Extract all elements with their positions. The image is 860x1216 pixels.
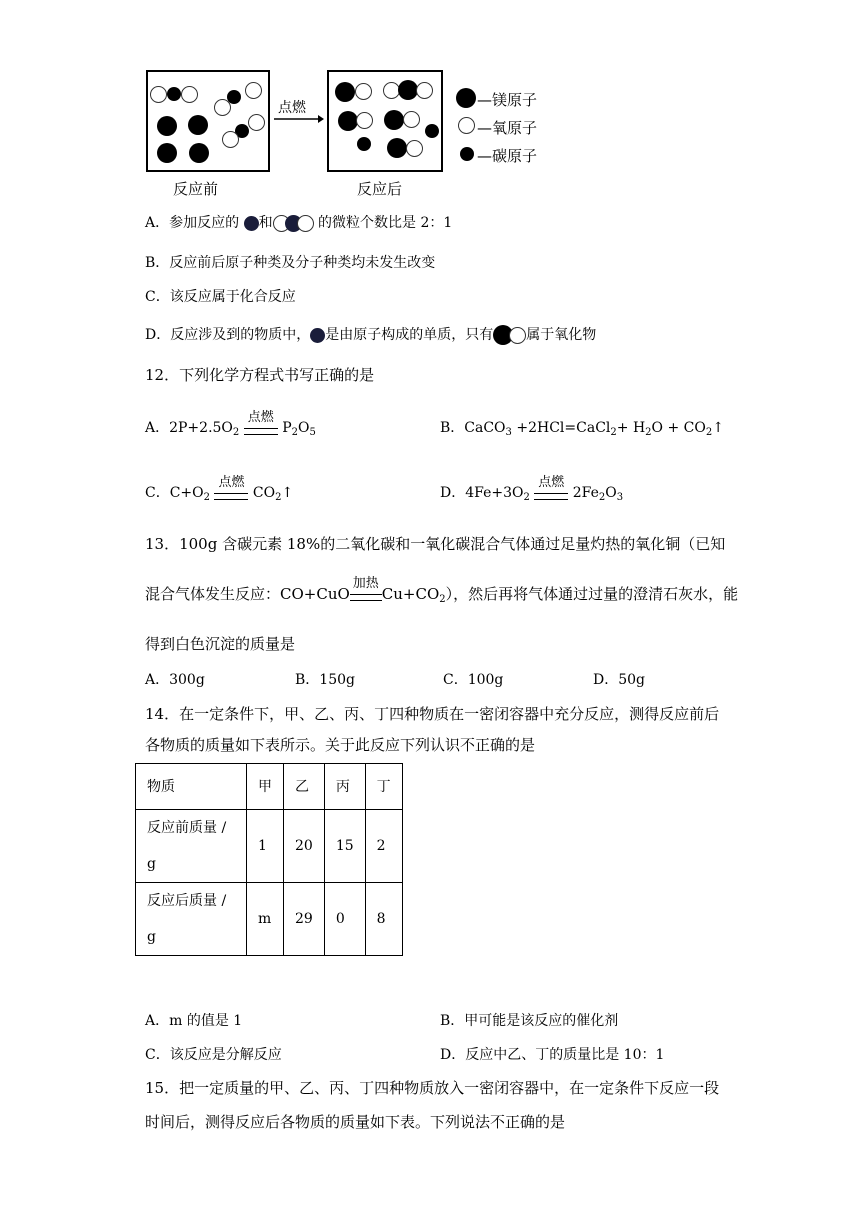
arrow-label: 点燃 — [278, 100, 306, 116]
legend-magnesium: —镁原子 — [477, 91, 538, 109]
table-cell: m — [247, 883, 284, 956]
table-cell: 8 — [365, 883, 402, 956]
q12-option-d[interactable]: D．$4Fe+3O_2$ 点燃 $2Fe_2O_3$ — [440, 475, 624, 503]
magnesium-atom — [384, 110, 404, 130]
before-label: 反应前 — [173, 180, 219, 198]
arrow-icon — [274, 114, 324, 124]
oxygen-atom — [181, 86, 198, 103]
magnesium-atom — [338, 111, 358, 131]
table-cell: 15 — [324, 810, 365, 883]
q11-option-a[interactable]: A．参加反应的 和 的微粒个数比是 2：1 — [145, 215, 453, 231]
table-header-row — [136, 764, 403, 810]
table-cell: 0 — [324, 883, 365, 956]
q14-option-c[interactable]: C．该反应是分解反应 — [145, 1047, 282, 1063]
oxygen-atom — [245, 82, 262, 99]
oxygen-legend-atom — [458, 117, 475, 134]
carbon-atom — [167, 87, 181, 101]
magnesium-particle-icon — [310, 328, 325, 343]
carbon-legend-atom — [460, 147, 474, 161]
q14-line-1: 14．在一定条件下，甲、乙、丙、丁四种物质在一密闭容器中充分反应，测得反应前后 — [145, 705, 720, 723]
q14-option-a[interactable]: A．m 的值是 1 — [145, 1013, 243, 1029]
reaction-condition: 点燃 — [214, 483, 248, 503]
carbon-atom — [425, 124, 439, 138]
q12-option-a[interactable]: A．$2P+2.5O_2$ 点燃 $P_2O_5$ — [145, 410, 316, 438]
carbon-atom — [357, 137, 371, 151]
magnesium-atom — [335, 82, 355, 102]
q13-option-a[interactable]: A．300g — [145, 672, 205, 688]
magnesium-atom — [189, 143, 209, 163]
q11-option-d[interactable]: D．反应涉及到的物质中， 是由原子构成的单质，只有 属于氧化物 — [145, 327, 597, 343]
q15-line-2: 时间后，测得反应后各物质的质量如下表。下列说法不正确的是 — [145, 1113, 566, 1131]
magnesium-atom — [188, 115, 208, 135]
q13-line-1: 13．100g 含碳元素 18%的二氧化碳和一氧化碳混合气体通过足量灼热的氧化铜（已知 — [145, 535, 726, 553]
q11-option-b[interactable]: B．反应前后原子种类及分子种类均未发生改变 — [145, 255, 436, 271]
magnesium-particle-icon — [244, 216, 259, 231]
magnesium-legend-atom — [456, 88, 476, 108]
q11-option-c[interactable]: C．该反应属于化合反应 — [145, 289, 296, 305]
q13-option-b[interactable]: B．150g — [295, 672, 355, 688]
table-cell: 1 — [247, 810, 284, 883]
table-cell: 乙 — [284, 764, 325, 810]
oxygen-atom — [248, 114, 265, 131]
magnesium-oxide-icon — [493, 325, 526, 345]
magnesium-atom — [387, 138, 407, 158]
oxygen-atom — [150, 86, 167, 103]
oxygen-atom — [222, 131, 239, 148]
table-cell: 20 — [284, 810, 325, 883]
legend-oxygen: —氧原子 — [477, 119, 538, 137]
oxygen-atom — [356, 112, 373, 129]
reaction-condition: 点燃 — [244, 418, 278, 438]
q12-option-c[interactable]: C．$C+O_2$ 点燃 $CO_2↑$ — [145, 475, 294, 503]
q13-option-c[interactable]: C．100g — [443, 672, 504, 688]
oxygen-atom — [416, 82, 433, 99]
magnesium-atom — [157, 143, 177, 163]
oxygen-molecule-icon — [273, 213, 314, 233]
oxygen-atom — [214, 99, 231, 116]
table-cell: 丙 — [324, 764, 365, 810]
table-cell: 物质 — [136, 764, 247, 810]
magnesium-atom — [157, 116, 177, 136]
q12-stem: 12．下列化学方程式书写正确的是 — [145, 366, 375, 384]
q14-option-d[interactable]: D．反应中乙、丁的质量比是 10：1 — [440, 1047, 665, 1063]
mass-table — [135, 763, 403, 956]
table-cell: 甲 — [247, 764, 284, 810]
table-cell: 29 — [284, 883, 325, 956]
q14-option-b[interactable]: B．甲可能是该反应的催化剂 — [440, 1013, 619, 1029]
table-cell: 丁 — [365, 764, 402, 810]
q13-option-d[interactable]: D．50g — [593, 672, 646, 688]
table-cell: 2 — [365, 810, 402, 883]
table-cell: 反应后质量 / g — [136, 883, 247, 956]
reaction-condition: 点燃 — [534, 483, 568, 503]
oxygen-atom — [403, 111, 420, 128]
q15-line-1: 15．把一定质量的甲、乙、丙、丁四种物质放入一密闭容器中，在一定条件下反应一段 — [145, 1079, 720, 1097]
after-label: 反应后 — [357, 180, 403, 198]
q13-line-2: 混合气体发生反应：CO+CuO 加热 $Cu+CO_2$），然后再将气体通过过量的澄清石灰水，能 — [145, 576, 739, 605]
q13-line-3: 得到白色沉淀的质量是 — [145, 635, 296, 653]
table-row — [136, 810, 403, 883]
oxygen-atom — [355, 83, 372, 100]
magnesium-atom — [398, 80, 418, 100]
reaction-condition: 加热 — [350, 584, 382, 604]
table-cell: 反应前质量 / g — [136, 810, 247, 883]
oxygen-atom — [406, 140, 423, 157]
table-row — [136, 883, 403, 956]
q14-line-2: 各物质的质量如下表所示。关于此反应下列认识不正确的是 — [145, 736, 536, 754]
q12-option-b[interactable]: B．CaCO$_3$ +2HCl=CaCl$_2$+ $H_2O$ + $CO_2↑$ — [440, 420, 724, 438]
legend-carbon: —碳原子 — [477, 147, 538, 165]
